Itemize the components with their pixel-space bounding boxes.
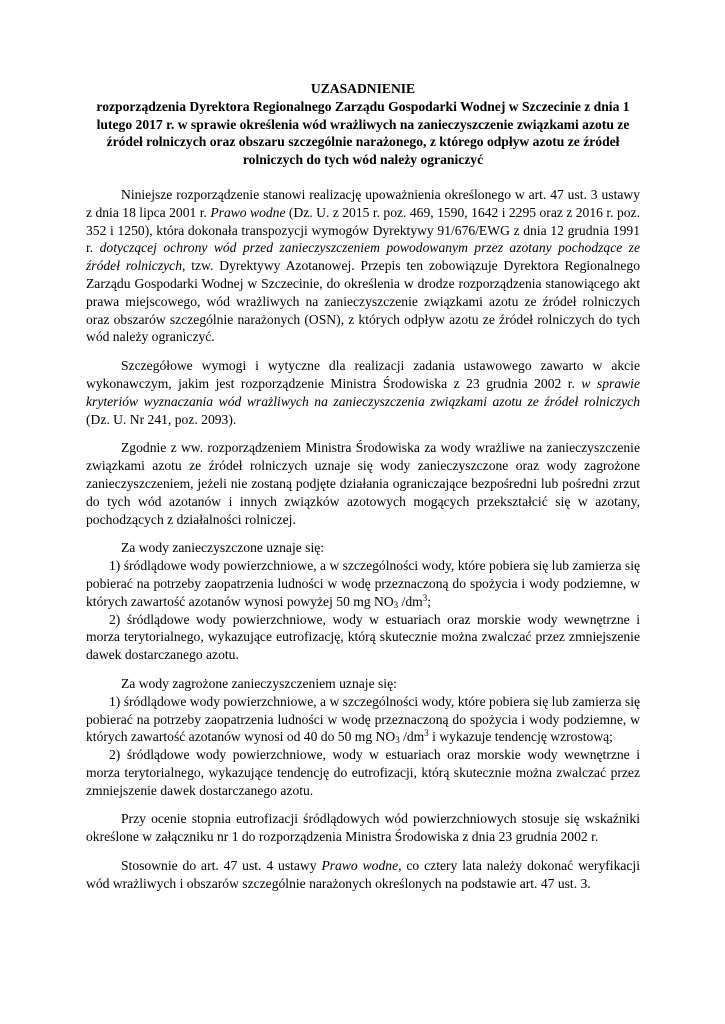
paragraph-eutrophication: Przy ocenie stopnia eutrofizacji śródlądowych wód powierzchniowych stosuje się wskaźniki określone w załączniku nr 1 do rozporządzenia Ministra Środowiska z dnia 23 grudnia 2002 r. xyxy=(86,811,640,845)
regulation-title: w sprawie kryteriów wyznaczania wód wrażliwych na zanieczyszczenia związkami azotu ze źródeł rolniczych xyxy=(86,375,640,409)
list-item: 2) śródlądowe wody powierzchniowe, wody w estuariach oraz morskie wody wewnętrzne i morza terytorialnego, wykazujące tendencję do eutrofizacji, którą skutecznie można zwalczać przez zmniejszenie dawek dostarczanego azotu. xyxy=(86,747,640,798)
paragraph-legal-basis: Niniejsze rozporządzenie stanowi realizację upoważnienia określonego w art. 47 ust. 3 ustawy z dnia 18 lipca 2001 r. Prawo wodne (Dz. U. z 2015 r. poz. 469, 1590, 1642 i 2295 oraz z 2016 r. poz. 352 i 1250), która dokonała transpozycji wymogów Dyrektywy 91/676/EWG z dnia 12 grudnia 1991 r. dotyczącej ochrony wód przed zanieczyszczeniem powodowanym przez azotany pochodzące ze źródeł rolniczych, tzw. Dyrektywy Azotanowej. Przepis ten zobowiązuje Dyrektora Regionalnego Zarządu Gospodarki Wodnej w Szczecinie, do określenia w drodze rozporządzenia stanowiącego akt prawa miejscowego, wód wrażliwych na zanieczyszczenie związkami azotu ze źródeł rolniczych oraz obszarów szczególnie narażonych (OSN), z których odpływ azotu ze źródeł rolniczych do tych wód należy ograniczyć. xyxy=(86,186,641,345)
paragraph-verification: Stosownie do art. 47 ust. 4 ustawy Prawo wodne, co cztery lata należy dokonać weryfikacji wód wrażliwych i obszarów szczególnie narażonych określonych na podstawie art. 47 ust. 3. xyxy=(86,858,640,891)
directive-title: dotyczącej ochrony wód przed zanieczyszczeniem powodowanym przez azotany pochodzące ze źródeł rolniczych xyxy=(86,240,641,274)
polluted-waters-section xyxy=(86,539,640,664)
title-subtitle: rozporządzenia Dyrektora Regionalnego Zarządu Gospodarki Wodnej w Szczecinie z dnia 1 lutego 2017 r. w sprawie określenia wód wrażliwych na zanieczyszczenie związkami azotu ze źródeł rolniczych oraz obszaru szczególnie narażonego, z którego odpływ azotu ze źródeł rolniczych do tych wód należy ograniczyć xyxy=(96,98,630,168)
title-heading: UZASADNIENIE xyxy=(310,81,416,96)
threatened-waters-section xyxy=(86,675,640,800)
paragraph-regulation: Szczegółowe wymogi i wytyczne dla realizacji zadania ustawowego zawarto w akcie wykonawczym, jakim jest rozporządzenie Ministra Środowiska z 23 grudnia 2002 r. w sprawie kryteriów wyznaczania wód wrażliwych na zanieczyszczenia związkami azotu ze źródeł rolniczych (Dz. U. Nr 241, poz. 2093). xyxy=(86,358,640,427)
polluted-waters-lead: Za wody zanieczyszczone uznaje się: xyxy=(121,540,325,556)
list-item: 1) śródlądowe wody powierzchniowe, a w szczególności wody, które pobiera się lub zamierza się pobierać na potrzeby zaopatrzenia ludności w wodę przeznaczoną do spożycia i wody podziemne, w których zawartość azotanów wynosi od 40 do 50 mg $NO_3$ $/dm^3$ i wykazuje tendencję wzrostową; xyxy=(86,693,640,746)
threatened-waters-lead: Za wody zagrożone zanieczyszczeniem uznaje się: xyxy=(121,675,397,691)
paragraph-sensitive-waters: Zgodnie z ww. rozporządzeniem Ministra Środowiska za wody wrażliwe na zanieczyszczenie związkami azotu ze źródeł rolniczych uznaje się wody zanieczyszczone oraz wody zagrożone zanieczyszczeniem, jeżeli nie zostaną podjęte działania ograniczające bezpośredni lub pośredni zrzut do tych wód azotanów i innych związków azotowych mogących przekształcić się w azotany, pochodzących z działalności rolniczej. xyxy=(86,440,640,527)
list-item: 2) śródlądowe wody powierzchniowe, wody w estuariach oraz morskie wody wewnętrzne i morza terytorialnego, wykazujące eutrofizację, którą skutecznie można zwalczać przez zmniejszenie dawek dostarczanego azotu. xyxy=(86,611,640,663)
list-item: 1) śródlądowe wody powierzchniowe, a w szczególności wody, które pobiera się lub zamierza się pobierać na potrzeby zaopatrzenia ludności w wodę przeznaczoną do spożycia i wody podziemne, w których zawartość azotanów wynosi powyżej 50 mg $NO_3$ $/dm^3$; xyxy=(86,558,640,610)
act-name: Prawo wodne xyxy=(210,204,286,220)
document-title xyxy=(86,80,640,169)
act-name: Prawo wodne, xyxy=(321,858,402,874)
document-page xyxy=(86,80,640,904)
